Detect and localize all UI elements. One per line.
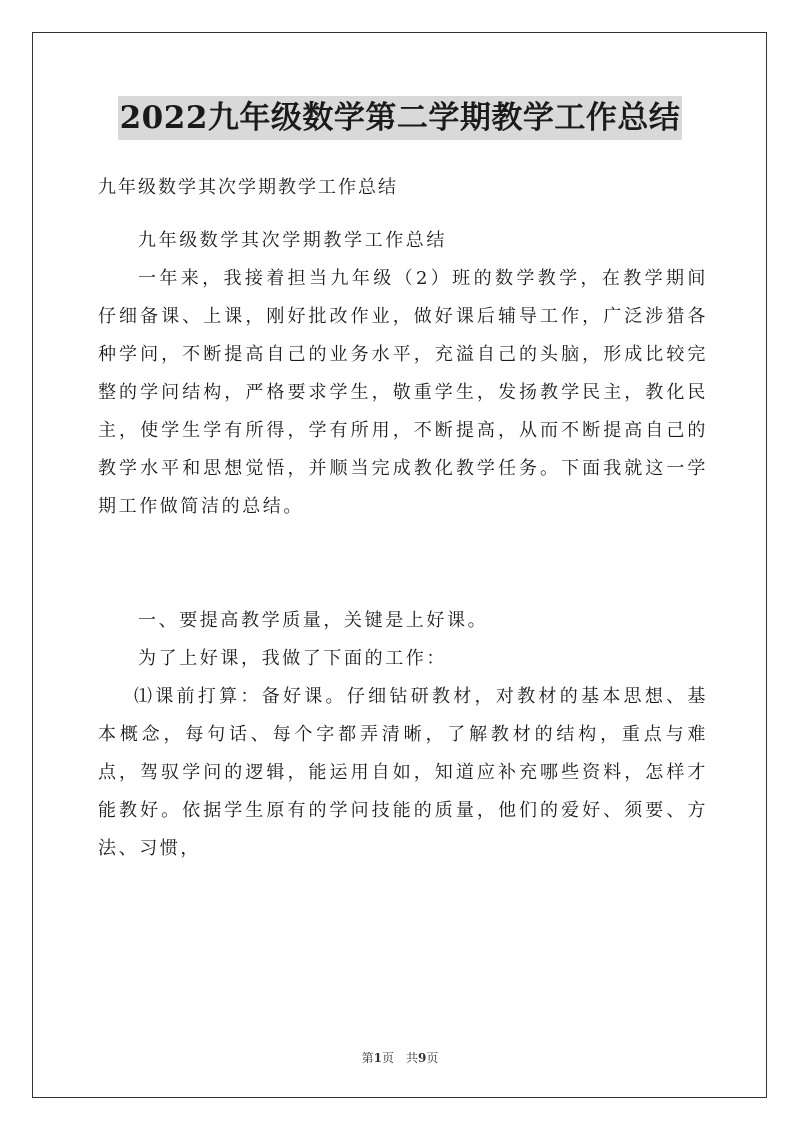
footer-total-pages: 9 (418, 1051, 427, 1065)
paragraph-intro: 一年来，我接着担当九年级（2）班的数学教学，在教学期间仔细备课、上课，刚好批改作业，做好课后辅导工作，广泛涉猎各种学问，不断提高自己的业务水平，充溢自己的头脑，形成比较完整的学问结构，严格要求学生，敬重学生，发扬教学民主，教化民主，使学生学有所得，学有所用，不断提高，从而不断提高自己的教学水平和思想觉悟，并顺当完成教化教学任务。下面我就这一学期工作做简洁的总结。 (98, 268, 708, 517)
paragraph-heading: 九年级数学其次学期教学工作总结 (138, 230, 447, 251)
footer-current-page: 1 (373, 1051, 382, 1065)
footer-suffix: 页 (426, 1051, 439, 1065)
footer-middle: 页 共 (381, 1051, 418, 1065)
document-title: 2022九年级数学第二学期教学工作总结 (118, 96, 683, 140)
paragraph-lesson-prep: ⑴课前打算：备好课。仔细钻研教材，对教材的基本思想、基本概念，每句话、每个字都弄清晰，了解教材的结构，重点与难点，驾驭学问的逻辑，能运用自如，知道应补充哪些资料，怎样才能教好。依据学生原有的学问技能的质量，他们的爱好、须要、方法、习惯， (98, 686, 708, 859)
footer-prefix: 第 (361, 1051, 374, 1065)
document-body (98, 222, 708, 868)
title-container (0, 96, 800, 140)
page-footer (0, 1049, 800, 1066)
paragraph-spacer (98, 526, 708, 602)
paragraph-section-one: 一、要提高教学质量，关键是上好课。 (138, 610, 489, 631)
document-subtitle: 九年级数学其次学期教学工作总结 (98, 177, 398, 198)
paragraph-work-list: 为了上好课，我做了下面的工作： (138, 648, 447, 669)
